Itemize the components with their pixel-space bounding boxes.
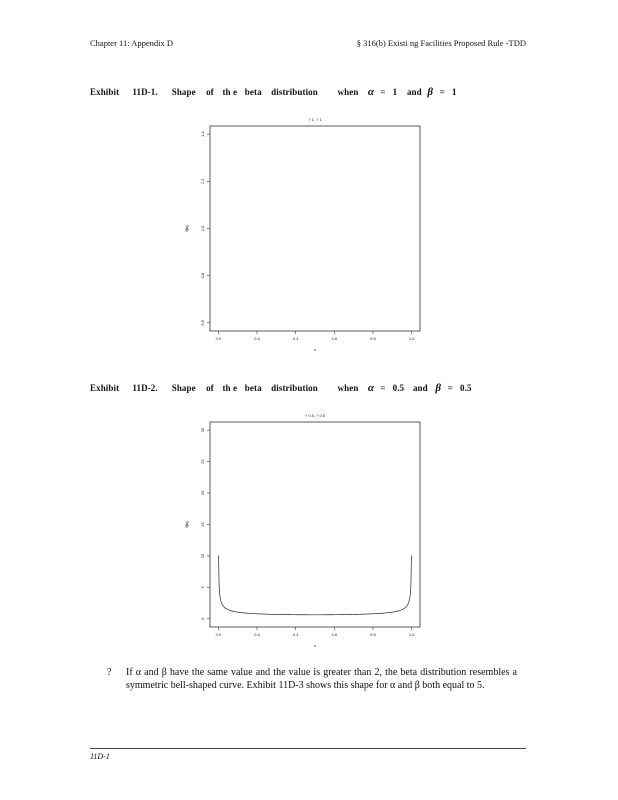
caption-word: beta [244, 87, 262, 97]
exhibit-label: Exhibit [90, 87, 120, 97]
bullet-paragraph [107, 666, 517, 692]
y-tick-label: 30 [200, 427, 205, 433]
equals-sign: = [447, 383, 453, 393]
x-tick-label: 0.4 [292, 632, 299, 637]
y-tick-label: 0 [200, 617, 205, 620]
caption-word: Shape [171, 87, 196, 97]
y-axis-label: f(x) [184, 521, 189, 528]
plot-2-svg [180, 408, 430, 648]
page-number: 11D-1 [90, 752, 110, 761]
alpha-value: 0.5 [392, 383, 405, 393]
bullet-marker: ? [107, 667, 112, 678]
x-tick-label: 0.4 [292, 336, 299, 341]
y-tick-label: 1.2 [200, 178, 205, 185]
y-tick-label: 1.4 [200, 131, 205, 137]
alpha-value: 1 [392, 87, 398, 97]
y-axis-label: f(x) [184, 225, 189, 232]
beta-value: 1 [452, 87, 457, 97]
and-word: and [406, 87, 422, 97]
y-tick-label: 0.6 [200, 320, 205, 326]
x-tick-label: 0.6 [331, 336, 338, 341]
x-tick-label: 0.0 [215, 632, 222, 637]
footer-rule [90, 748, 526, 749]
caption-word: when [337, 87, 359, 97]
plot-1-svg [180, 112, 430, 352]
x-tick-label: 0.8 [370, 632, 376, 637]
caption-word: when [337, 383, 359, 393]
x-tick-label: 1.0 [408, 336, 415, 341]
caption-word: th e [222, 87, 238, 97]
x-tick-label: 0.2 [254, 336, 260, 341]
exhibit-number: 11D-2. [132, 383, 158, 393]
running-header-section: § 316(b) Existi ng Facilities Proposed Rule -TDD [356, 38, 526, 48]
bullet-text: If α and β have the same value and the value is greater than 2, the beta distribution resembles a symmetric bell-shaped curve. Exhibit 11D-3 shows this shape for α and β both equal to 5. [126, 667, 517, 691]
x-tick-label: 1.0 [408, 632, 415, 637]
plot-frame [210, 422, 420, 627]
y-tick-label: 1.0 [200, 225, 205, 232]
plot-frame [210, 126, 420, 331]
beta-plot-1 [180, 112, 430, 352]
alpha-symbol: α [367, 382, 375, 394]
x-axis-label: x [314, 347, 316, 352]
beta-density-curve [219, 555, 412, 614]
exhibit-number: 11D-1. [132, 87, 158, 97]
beta-value: 0.5 [460, 383, 472, 393]
y-tick-label: 25 [200, 459, 205, 464]
y-tick-label: 5 [200, 586, 205, 589]
x-tick-label: 0.0 [215, 336, 222, 341]
x-axis-label: x [314, 643, 316, 648]
plot-title: ? 0.5, ? 0.5 [304, 413, 326, 418]
y-tick-label: 0.8 [200, 272, 205, 279]
exhibit-caption-2 [90, 382, 472, 394]
x-tick-label: 0.8 [370, 336, 376, 341]
caption-word: distribution [271, 87, 318, 97]
equals-sign: = [439, 87, 445, 97]
caption-word: Shape [171, 383, 196, 393]
running-header-chapter: Chapter 11: Appendix D [90, 38, 174, 48]
equals-sign: = [380, 383, 386, 393]
y-tick-label: 20 [200, 490, 205, 496]
beta-plot-2 [180, 408, 430, 648]
caption-word: beta [244, 383, 262, 393]
exhibit-caption-1 [90, 86, 457, 98]
alpha-symbol: α [367, 86, 375, 98]
caption-word: of [206, 87, 214, 97]
y-tick-label: 10 [200, 553, 205, 559]
x-tick-label: 0.2 [254, 632, 260, 637]
x-tick-label: 0.6 [331, 632, 338, 637]
and-word: and [412, 383, 428, 393]
equals-sign: = [380, 87, 386, 97]
caption-word: distribution [271, 383, 318, 393]
caption-word: th e [222, 383, 238, 393]
exhibit-label: Exhibit [90, 383, 120, 393]
caption-word: of [206, 383, 214, 393]
beta-symbol: β [435, 382, 442, 394]
y-tick-label: 15 [200, 522, 205, 527]
beta-symbol: β [427, 86, 434, 98]
plot-title: ? 1, ? 1 [308, 117, 322, 122]
